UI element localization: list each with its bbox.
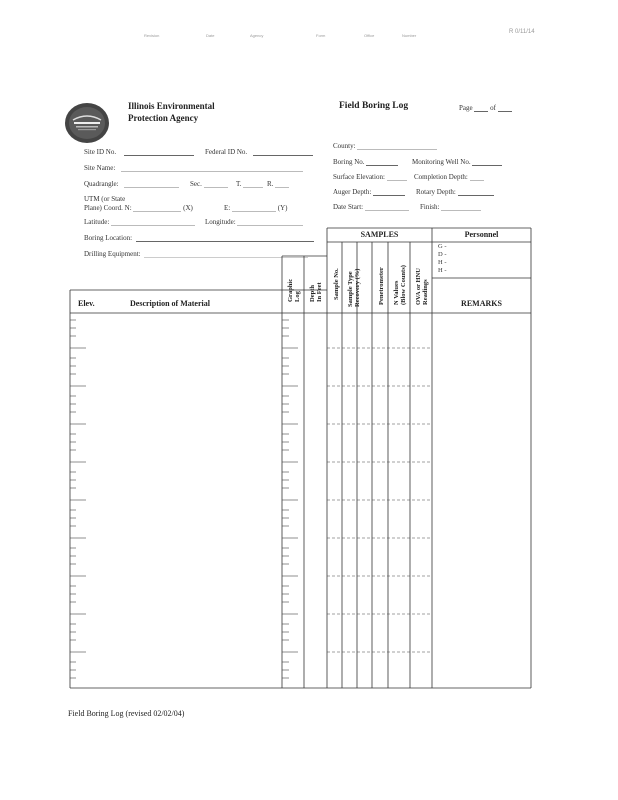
latitude-label: Latitude: — [84, 218, 110, 226]
agency-name-line2: Protection Agency — [128, 113, 199, 123]
top-code-1: Revision — [144, 33, 160, 38]
longitude-label: Longitude: — [205, 218, 236, 226]
penetrometer-header — [378, 267, 385, 305]
personnel-role-h1[interactable]: H - — [438, 259, 447, 266]
top-code-2: Date — [206, 33, 215, 38]
monitoring-well-label: Monitoring Well No. — [412, 158, 471, 166]
graphic-log-header-line1: Graphic — [287, 278, 294, 302]
personnel-roles — [438, 243, 446, 275]
completion-depth-label: Completion Depth: — [414, 173, 468, 181]
ova-hnu-header-line2: Readings — [422, 279, 429, 305]
description-header: Description of Material — [130, 299, 210, 308]
surface-elevation-label: Surface Elevation: — [333, 173, 385, 181]
graphic-log-header — [287, 279, 301, 302]
page-title: Field Boring Log — [339, 101, 409, 111]
depth-header — [309, 282, 323, 302]
top-code-5: Office — [364, 33, 375, 38]
n-values-header — [393, 265, 407, 305]
finish-label: Finish: — [420, 203, 440, 211]
penetrometer-header-line: Penetrometer — [378, 267, 385, 305]
date-start-label: Date Start: — [333, 203, 364, 211]
page-label: Page — [459, 104, 473, 112]
agency-name-line1: Illinois Environmental — [128, 101, 215, 111]
footer-revision-note: Field Boring Log (revised 02/02/04) — [68, 709, 185, 718]
n-values-header-line2: (Blow Counts) — [400, 265, 407, 305]
county-label: County: — [333, 142, 356, 150]
utm-x-label: (X) — [183, 204, 193, 212]
site-name-label: Site Name: — [84, 164, 116, 172]
township-label: T. — [236, 180, 242, 188]
utm-n-label: Plane) Coord. N: — [84, 204, 132, 212]
utm-y-label: (Y) — [277, 204, 288, 212]
sample-type-header-line2: Recovery (%) — [354, 268, 361, 307]
personnel-role-d[interactable]: D - — [438, 251, 447, 258]
page-of-label: of — [490, 104, 496, 112]
drilling-equipment-label: Drilling Equipment: — [84, 250, 141, 258]
n-values-header-line1: N Values — [393, 280, 400, 305]
boring-no-label: Boring No. — [333, 158, 365, 166]
rotary-depth-label: Rotary Depth: — [416, 188, 456, 196]
form-number: R 0/11/14 — [509, 29, 535, 35]
top-code-4: Form — [316, 33, 326, 38]
federal-id-label: Federal ID No. — [205, 148, 248, 156]
section-label: Sec. — [190, 180, 202, 188]
top-code-6: Number — [402, 33, 417, 38]
sample-type-header — [347, 269, 361, 307]
utm-e-label: E: — [224, 204, 231, 212]
top-code-3: Agency — [250, 33, 264, 38]
personnel-role-h2[interactable]: H - — [438, 267, 447, 274]
boring-location-label: Boring Location: — [84, 234, 133, 242]
site-id-label: Site ID No. — [84, 148, 117, 156]
personnel-header: Personnel — [464, 230, 499, 239]
graphic-log-header-line2: Log — [294, 291, 301, 302]
utm-label-line1: UTM (or State — [84, 195, 126, 203]
depth-header-line2: In Feet — [316, 282, 323, 302]
auger-depth-label: Auger Depth: — [333, 188, 372, 196]
ova-hnu-header — [415, 268, 429, 305]
sample-no-header-line: Sample No. — [333, 268, 340, 300]
remarks-header: REMARKS — [461, 299, 502, 308]
sample-type-header-line1: Sample Type — [347, 271, 354, 307]
personnel-role-g[interactable]: G - — [438, 243, 447, 250]
elev-header: Elev. — [78, 299, 95, 308]
quadrangle-label: Quadrangle: — [84, 180, 119, 188]
ova-hnu-header-line1: OVA or HNU — [415, 268, 422, 305]
samples-header: SAMPLES — [360, 230, 399, 239]
depth-header-line1: Depth — [309, 285, 316, 302]
range-label: R. — [267, 180, 274, 188]
sample-no-header — [333, 268, 340, 300]
